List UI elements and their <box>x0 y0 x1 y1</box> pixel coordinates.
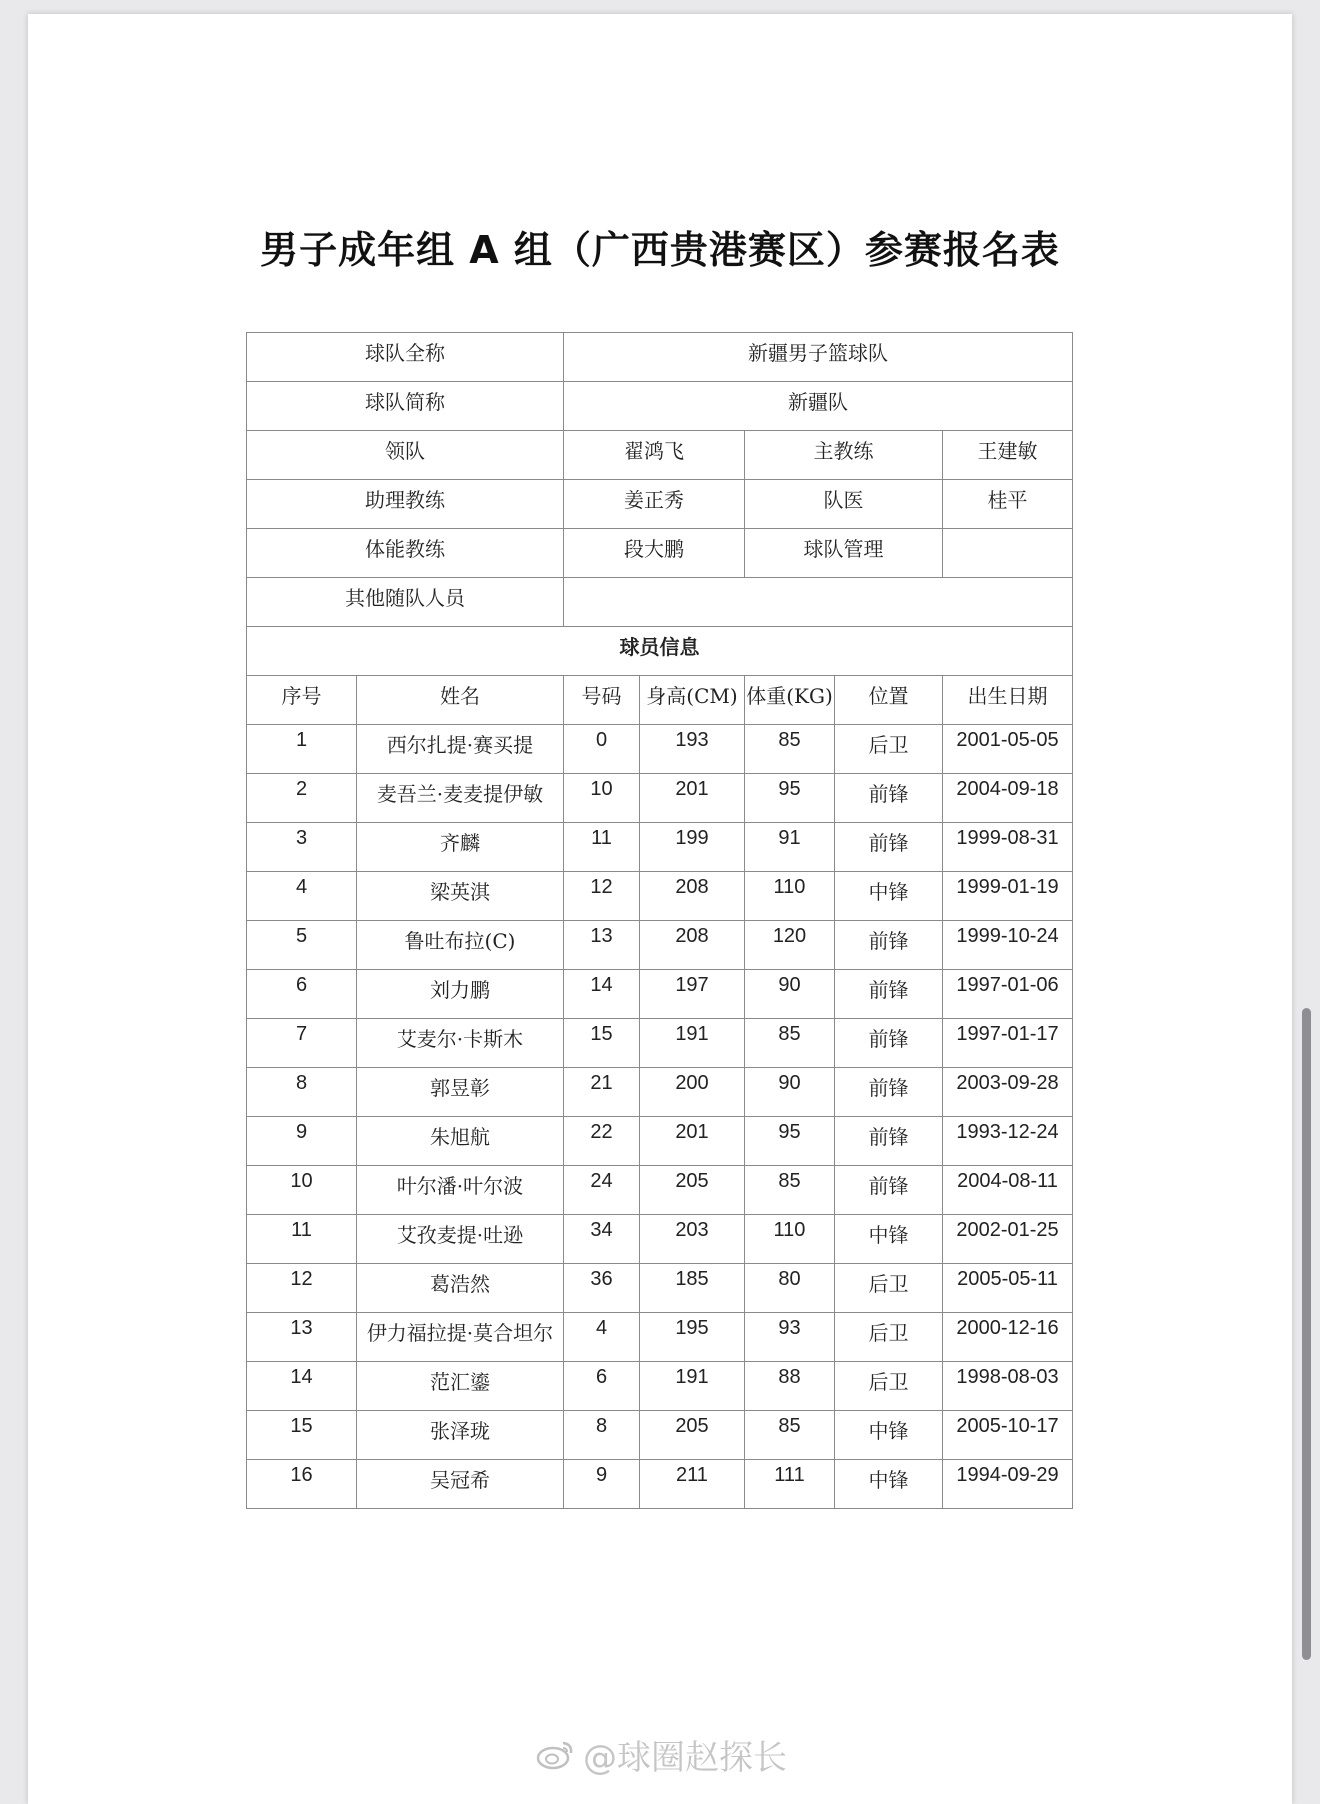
leader-value: 翟鸿飞 <box>564 431 745 480</box>
weibo-logo-icon <box>535 1739 575 1780</box>
player-index: 10 <box>247 1166 357 1215</box>
player-weight: 111 <box>745 1460 835 1509</box>
player-row <box>247 1313 1073 1362</box>
column-header: 位置 <box>835 676 943 725</box>
player-height: 205 <box>640 1411 745 1460</box>
player-row <box>247 1411 1073 1460</box>
assistant-coach-label: 助理教练 <box>247 480 564 529</box>
player-position: 前锋 <box>835 1019 943 1068</box>
player-name: 麦吾兰·麦麦提伊敏 <box>357 774 564 823</box>
player-weight: 110 <box>745 872 835 921</box>
player-row <box>247 725 1073 774</box>
player-number: 36 <box>564 1264 640 1313</box>
player-weight: 85 <box>745 725 835 774</box>
player-name: 刘力鹏 <box>357 970 564 1019</box>
player-number: 21 <box>564 1068 640 1117</box>
player-row <box>247 823 1073 872</box>
player-row <box>247 774 1073 823</box>
player-weight: 93 <box>745 1313 835 1362</box>
manager-label: 球队管理 <box>745 529 943 578</box>
player-birthdate: 1997-01-06 <box>943 970 1073 1019</box>
players-section-title: 球员信息 <box>247 627 1073 676</box>
player-height: 208 <box>640 921 745 970</box>
player-name: 吴冠希 <box>357 1460 564 1509</box>
team-info-section <box>247 333 1073 725</box>
player-row <box>247 1117 1073 1166</box>
column-header: 姓名 <box>357 676 564 725</box>
player-birthdate: 1999-10-24 <box>943 921 1073 970</box>
player-weight: 85 <box>745 1019 835 1068</box>
player-name: 张泽珑 <box>357 1411 564 1460</box>
player-position: 后卫 <box>835 725 943 774</box>
doctor-label: 队医 <box>745 480 943 529</box>
assistant-coach-value: 姜正秀 <box>564 480 745 529</box>
player-birthdate: 2005-05-11 <box>943 1264 1073 1313</box>
player-height: 208 <box>640 872 745 921</box>
player-index: 16 <box>247 1460 357 1509</box>
head-coach-label: 主教练 <box>745 431 943 480</box>
player-number: 0 <box>564 725 640 774</box>
player-number: 22 <box>564 1117 640 1166</box>
column-header: 身高(CM) <box>640 676 745 725</box>
player-number: 6 <box>564 1362 640 1411</box>
player-position: 后卫 <box>835 1264 943 1313</box>
player-position: 前锋 <box>835 921 943 970</box>
player-name: 朱旭航 <box>357 1117 564 1166</box>
player-row <box>247 1264 1073 1313</box>
player-index: 2 <box>247 774 357 823</box>
player-position: 中锋 <box>835 872 943 921</box>
column-header: 出生日期 <box>943 676 1073 725</box>
vertical-scrollbar[interactable] <box>1302 1008 1311 1660</box>
player-row <box>247 1068 1073 1117</box>
player-weight: 80 <box>745 1264 835 1313</box>
team-full-name-row <box>247 333 1073 382</box>
column-header: 体重(KG) <box>745 676 835 725</box>
player-number: 11 <box>564 823 640 872</box>
watermark-text: @球圈赵探长 <box>583 1738 787 1778</box>
player-birthdate: 2003-09-28 <box>943 1068 1073 1117</box>
player-height: 205 <box>640 1166 745 1215</box>
team-full-name-value: 新疆男子篮球队 <box>564 333 1073 382</box>
player-position: 后卫 <box>835 1313 943 1362</box>
player-name: 艾孜麦提·吐逊 <box>357 1215 564 1264</box>
player-height: 193 <box>640 725 745 774</box>
player-number: 24 <box>564 1166 640 1215</box>
team-full-name-label: 球队全称 <box>247 333 564 382</box>
document-title: 男子成年组 A 组（广西贵港赛区）参赛报名表 <box>260 228 1060 272</box>
player-position: 前锋 <box>835 1117 943 1166</box>
others-value <box>564 578 1073 627</box>
player-number: 10 <box>564 774 640 823</box>
player-name: 伊力福拉提·莫合坦尔 <box>357 1313 564 1362</box>
others-label: 其他随队人员 <box>247 578 564 627</box>
player-height: 199 <box>640 823 745 872</box>
player-position: 前锋 <box>835 823 943 872</box>
player-name: 葛浩然 <box>357 1264 564 1313</box>
player-number: 13 <box>564 921 640 970</box>
player-number: 4 <box>564 1313 640 1362</box>
player-row <box>247 1362 1073 1411</box>
fitness-coach-label: 体能教练 <box>247 529 564 578</box>
player-position: 前锋 <box>835 1166 943 1215</box>
player-birthdate: 1999-01-19 <box>943 872 1073 921</box>
player-index: 11 <box>247 1215 357 1264</box>
leader-row <box>247 431 1073 480</box>
player-index: 7 <box>247 1019 357 1068</box>
player-birthdate: 1999-08-31 <box>943 823 1073 872</box>
column-header: 序号 <box>247 676 357 725</box>
player-birthdate: 2001-05-05 <box>943 725 1073 774</box>
player-weight: 90 <box>745 1068 835 1117</box>
team-short-name-value: 新疆队 <box>564 382 1073 431</box>
player-height: 200 <box>640 1068 745 1117</box>
team-short-name-label: 球队简称 <box>247 382 564 431</box>
player-index: 9 <box>247 1117 357 1166</box>
player-number: 12 <box>564 872 640 921</box>
registration-table <box>246 332 1073 1509</box>
player-name: 艾麦尔·卡斯木 <box>357 1019 564 1068</box>
player-name: 叶尔潘·叶尔波 <box>357 1166 564 1215</box>
doctor-value: 桂平 <box>943 480 1073 529</box>
fitness-coach-value: 段大鹏 <box>564 529 745 578</box>
player-weight: 85 <box>745 1411 835 1460</box>
others-row <box>247 578 1073 627</box>
player-index: 1 <box>247 725 357 774</box>
player-weight: 88 <box>745 1362 835 1411</box>
player-index: 13 <box>247 1313 357 1362</box>
player-position: 后卫 <box>835 1362 943 1411</box>
player-number: 8 <box>564 1411 640 1460</box>
column-header: 号码 <box>564 676 640 725</box>
player-row <box>247 1215 1073 1264</box>
player-name: 西尔扎提·赛买提 <box>357 725 564 774</box>
player-position: 前锋 <box>835 774 943 823</box>
player-number: 9 <box>564 1460 640 1509</box>
player-height: 201 <box>640 1117 745 1166</box>
player-row <box>247 1166 1073 1215</box>
player-row <box>247 872 1073 921</box>
player-weight: 90 <box>745 970 835 1019</box>
player-row <box>247 1460 1073 1509</box>
player-row <box>247 1019 1073 1068</box>
player-birthdate: 2004-08-11 <box>943 1166 1073 1215</box>
player-weight: 120 <box>745 921 835 970</box>
player-name: 郭昱彰 <box>357 1068 564 1117</box>
player-birthdate: 1997-01-17 <box>943 1019 1073 1068</box>
players-section-row <box>247 627 1073 676</box>
player-index: 12 <box>247 1264 357 1313</box>
player-index: 6 <box>247 970 357 1019</box>
player-name: 鲁吐布拉(C) <box>357 921 564 970</box>
player-position: 前锋 <box>835 1068 943 1117</box>
player-height: 211 <box>640 1460 745 1509</box>
players-table-body <box>247 725 1073 1509</box>
player-birthdate: 2000-12-16 <box>943 1313 1073 1362</box>
player-height: 203 <box>640 1215 745 1264</box>
player-height: 195 <box>640 1313 745 1362</box>
player-height: 185 <box>640 1264 745 1313</box>
player-birthdate: 1994-09-29 <box>943 1460 1073 1509</box>
player-index: 15 <box>247 1411 357 1460</box>
player-number: 14 <box>564 970 640 1019</box>
head-coach-value: 王建敏 <box>943 431 1073 480</box>
player-birthdate: 2004-09-18 <box>943 774 1073 823</box>
player-position: 中锋 <box>835 1411 943 1460</box>
document-page <box>28 14 1292 1804</box>
player-height: 197 <box>640 970 745 1019</box>
player-birthdate: 1998-08-03 <box>943 1362 1073 1411</box>
player-index: 14 <box>247 1362 357 1411</box>
player-row <box>247 970 1073 1019</box>
player-height: 191 <box>640 1362 745 1411</box>
leader-label: 领队 <box>247 431 564 480</box>
player-position: 前锋 <box>835 970 943 1019</box>
player-weight: 91 <box>745 823 835 872</box>
player-weight: 85 <box>745 1166 835 1215</box>
team-short-name-row <box>247 382 1073 431</box>
player-name: 梁英淇 <box>357 872 564 921</box>
watermark <box>535 1730 787 1780</box>
player-index: 4 <box>247 872 357 921</box>
player-row <box>247 921 1073 970</box>
player-header-row <box>247 676 1073 725</box>
player-position: 中锋 <box>835 1215 943 1264</box>
player-number: 34 <box>564 1215 640 1264</box>
player-weight: 95 <box>745 1117 835 1166</box>
player-name: 范汇鎏 <box>357 1362 564 1411</box>
assistant-coach-row <box>247 480 1073 529</box>
player-index: 3 <box>247 823 357 872</box>
player-height: 191 <box>640 1019 745 1068</box>
player-position: 中锋 <box>835 1460 943 1509</box>
fitness-coach-row <box>247 529 1073 578</box>
player-index: 5 <box>247 921 357 970</box>
player-weight: 95 <box>745 774 835 823</box>
player-height: 201 <box>640 774 745 823</box>
player-number: 15 <box>564 1019 640 1068</box>
manager-value <box>943 529 1073 578</box>
player-birthdate: 1993-12-24 <box>943 1117 1073 1166</box>
player-weight: 110 <box>745 1215 835 1264</box>
player-name: 齐麟 <box>357 823 564 872</box>
player-index: 8 <box>247 1068 357 1117</box>
player-birthdate: 2002-01-25 <box>943 1215 1073 1264</box>
player-birthdate: 2005-10-17 <box>943 1411 1073 1460</box>
